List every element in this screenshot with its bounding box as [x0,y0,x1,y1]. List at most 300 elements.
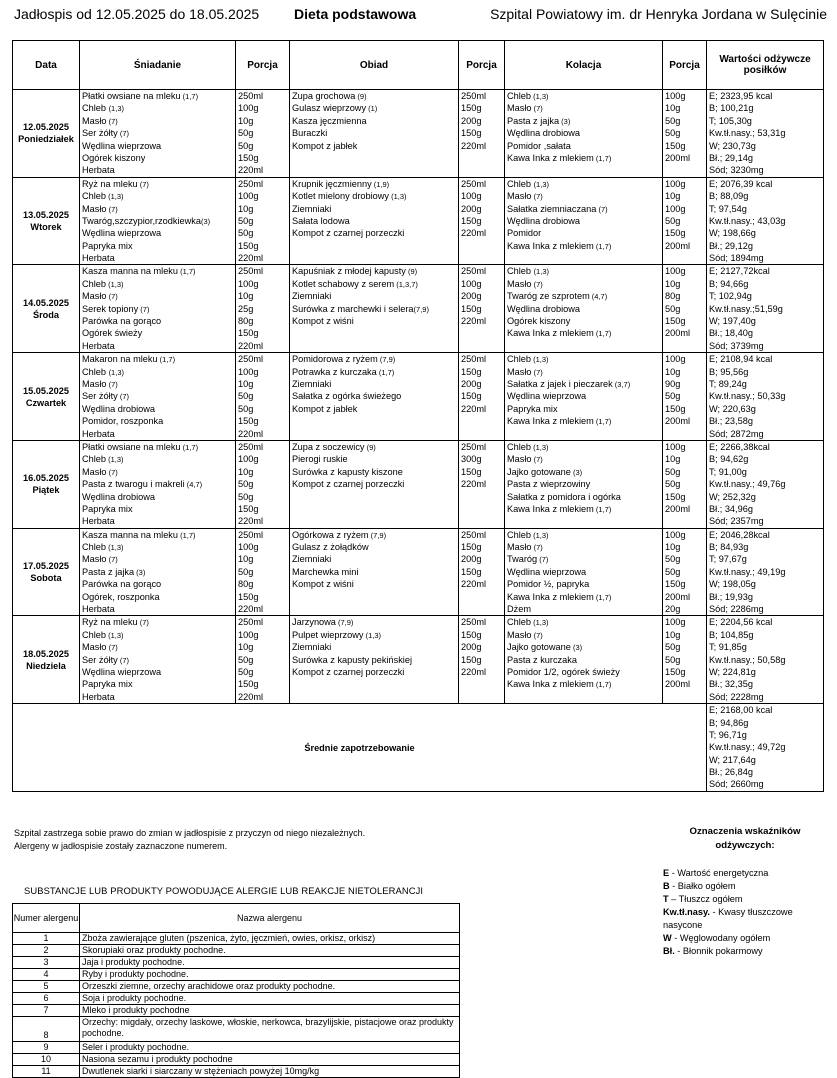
allergen-code: (7) [137,618,149,628]
breakfast-item [82,666,233,678]
nutrition-value: E; 2266,38kcal [709,441,770,452]
breakfast-item [82,340,233,352]
allergen-code: (1,7) [593,417,612,427]
breakfast-item-name: Chleb [82,454,107,465]
dinner-cell [505,440,663,528]
nutrition-value: T; 91,00g [709,466,747,477]
allergen-code: (1,3) [106,455,124,465]
lunch-item-name: Kompot z wiśni [292,579,354,590]
lunch-item-name: Kasza jęczmienna [292,115,367,126]
lunch-cell [290,528,459,616]
allergen-number: 6 [13,993,80,1005]
portion: 300g [461,454,482,465]
nutrition-value: B; 94,86g [709,717,749,728]
allergen-code: (7) [106,467,118,477]
dinner-item [507,90,660,102]
portion: 100g [665,529,686,540]
portion: 200ml [665,591,691,602]
nutrition-value: Kw.tł.nasy.;51,59g [709,303,783,314]
menu-notes [14,827,365,853]
lunch-item-name: Kotlet mielony drobiowy [292,191,390,202]
dinner-cell [505,353,663,441]
portion: 10g [665,278,681,289]
portion: 150g [461,566,482,577]
diet-name: Dieta podstawowa [294,6,417,22]
nutrition-value: T; 91,85g [709,642,747,653]
legend-item [663,880,831,893]
nutrition-value: Bł.; 26,84g [709,767,753,778]
day-row [13,177,824,265]
portion: 150g [665,403,686,414]
allergen-code: (3) [559,116,571,126]
dinner-item [507,678,660,690]
col-header-date: Data [13,41,80,90]
lunch-item-name: Ziemniaki [292,554,332,565]
lunch-item-name: Pierogi ruskie [292,454,348,465]
portion: 80g [238,316,254,327]
nutrition-value: T; 96,71g [709,729,747,740]
legend-item [663,932,831,945]
breakfast-item [82,415,233,427]
allergen-row [13,1005,460,1017]
portion-cell [663,265,707,353]
breakfast-item [82,127,233,139]
lunch-item [292,378,456,390]
breakfast-item-name: Pasta z twarogu i makreli [82,479,185,490]
portion: 150g [461,654,482,665]
legend-text: - Białko ogółem [669,881,736,891]
day-date-cell [13,177,80,265]
dinner-item-name: Kawa Inka z mlekiem [507,328,594,339]
col-header-allergen-number: Numer alergenu [13,904,80,933]
breakfast-item [82,428,233,440]
lunch-item [292,303,456,315]
portion: 250ml [461,354,487,365]
breakfast-item [82,515,233,527]
average-label: Średnie zapotrzebowanie [13,704,707,792]
day-date: 13.05.2025 [23,210,69,221]
lunch-item-name: Kompot z wiśni [292,316,354,327]
allergen-code: (1,3) [531,618,549,628]
breakfast-item-name: Ogórek świeży [82,328,143,339]
breakfast-item-name: Ryż na mleku [82,617,138,628]
dinner-item [507,453,660,465]
portion-cell [663,528,707,616]
portion: 50g [238,391,254,402]
breakfast-item-name: Wędlina wieprzowa [82,666,162,677]
lunch-cell [290,177,459,265]
hospital-name: Szpital Powiatowy im. dr Henryka Jordana w Sulęcinie [490,6,827,22]
breakfast-item [82,541,233,553]
lunch-item [292,578,456,590]
allergen-code: (7) [138,304,150,314]
portion: 10g [665,542,681,553]
lunch-item [292,629,456,641]
portion: 10g [665,191,681,202]
breakfast-item-name: Herbata [82,340,115,351]
portion: 250ml [461,441,487,452]
portion: 150g [665,228,686,239]
day-row [13,90,824,178]
allergen-code: (7) [117,129,129,139]
dinner-item-name: Kawa Inka z mlekiem [507,240,594,251]
allergen-code: (9) [355,92,367,101]
portion: 250ml [461,178,487,189]
nutrition-value: T; 105,30g [709,115,752,126]
day-date-cell [13,440,80,528]
nutrition-value: W; 230,73g [709,140,756,151]
breakfast-item [82,629,233,641]
allergen-number: 10 [13,1054,80,1066]
allergen-code: (7) [531,455,543,465]
nutrition-value-cell [707,90,824,178]
legend-key: B [663,881,670,891]
portion: 150g [238,152,259,163]
lunch-item [292,290,456,302]
nutrition-value: E; 2127,72kcal [709,266,770,277]
col-header-allergen-name: Nazwa alergenu [80,904,460,933]
dinner-item-name: Twaróg ze szprotem [507,291,590,302]
breakfast-item [82,315,233,327]
nutrition-value: E; 2168,00 kcal [709,705,773,716]
breakfast-item [82,616,233,628]
allergen-code: (7) [117,392,129,402]
breakfast-item [82,240,233,252]
portion: 220ml [461,579,487,590]
allergen-code: (7) [106,116,118,126]
portion: 150g [461,629,482,640]
dinner-item [507,616,660,628]
portion: 50g [665,115,681,126]
dinner-item [507,629,660,641]
allergen-number: 3 [13,957,80,969]
allergen-code: (7) [137,179,149,189]
portion-cell [236,616,290,704]
allergen-row [13,1017,460,1042]
breakfast-item-name: Wędlina wieprzowa [82,228,162,239]
dinner-item-name: Sałatka z jajek i pieczarek [507,378,613,389]
portion: 50g [665,642,681,653]
col-header-nutrition: Wartości odżywcze posiłków [707,41,824,90]
allergen-number: 4 [13,969,80,981]
portion: 150g [238,591,259,602]
portion: 10g [238,203,254,214]
breakfast-item [82,353,233,365]
portion: 200g [461,378,482,389]
breakfast-item-name: Ryż na mleku [82,178,138,189]
allergen-code: (1,3) [108,367,124,377]
portion: 200g [461,642,482,653]
portion: 50g [238,215,254,226]
lunch-item-name: Kompot z czarnej porzeczki [292,479,405,490]
portion: 150g [238,240,259,251]
nutrition-value: W; 220,63g [709,403,756,414]
dinner-item-name: Kawa Inka z mlekiem [507,591,594,602]
legend-text: - Błonnik pokarmowy [674,946,763,956]
nutrition-value-cell [707,177,824,265]
nutrition-value: Kw.tł.nasy.; 43,03g [709,215,786,226]
breakfast-item [82,441,233,453]
lunch-item [292,566,456,578]
dinner-item-name: Wędlina wieprzowa [507,566,587,577]
lunch-item [292,227,456,239]
nutrition-value: T; 89,24g [709,378,747,389]
dinner-item [507,140,660,152]
portion: 220ml [238,604,264,615]
portion: 150g [238,679,259,690]
breakfast-item-name: Wędlina wieprzowa [82,140,162,151]
breakfast-cell [80,90,236,178]
dinner-item-name: Chleb [507,441,532,452]
day-weekday: Piątek [32,485,60,496]
allergen-code: (7) [106,555,118,565]
dinner-item-name: Chleb [507,178,534,189]
lunch-item [292,265,456,277]
portion: 150g [461,303,482,314]
allergen-row [13,969,460,981]
nutrition-value: W; 198,66g [709,228,756,239]
lunch-item-name: Ogórkowa z ryżem [292,529,369,540]
breakfast-item [82,466,233,478]
dinner-item [507,127,660,139]
breakfast-item [82,378,233,390]
dinner-item [507,566,660,578]
breakfast-item [82,453,233,465]
nutrition-value: Bł.; 34,96g [709,503,753,514]
breakfast-item [82,215,233,227]
dinner-cell [505,616,663,704]
breakfast-item-name: Chleb [82,278,107,289]
day-date: 17.05.2025 [23,561,69,572]
lunch-item-name: Kompot z czarnej porzeczki [292,666,405,677]
allergen-code: (1,7) [178,267,196,277]
allergen-row [13,993,460,1005]
dinner-item [507,403,660,415]
lunch-item [292,453,456,465]
portion: 200ml [665,679,691,690]
dinner-item [507,666,660,678]
dinner-item-name: Wędlina drobiowa [507,215,581,226]
portion: 100g [665,354,686,365]
allergen-code: (1,3) [106,543,124,553]
lunch-item-name: Ziemniaki [292,378,332,389]
breakfast-cell [80,353,236,441]
breakfast-item-name: Ogórek kiszony [82,152,146,163]
dinner-item-name: Masło [507,542,532,553]
allergens-table [12,903,460,1078]
dinner-item [507,190,660,202]
nutrition-value: Bł.; 19,93g [709,591,753,602]
allergen-code: (1,7) [157,355,176,365]
breakfast-item-name: Chleb [82,103,109,114]
dinner-item [507,353,660,365]
day-weekday: Niedziela [26,660,66,671]
lunch-item [292,215,456,227]
breakfast-cell [80,440,236,528]
day-date: 15.05.2025 [23,385,69,396]
allergen-row [13,1054,460,1066]
portion-cell [663,440,707,528]
portion: 10g [238,642,254,653]
breakfast-item [82,529,233,541]
lunch-item-name: Kapuśniak z młodej kapusty [292,266,406,277]
portion-cell [459,528,505,616]
breakfast-item [82,190,233,202]
breakfast-item [82,553,233,565]
allergen-code: (7) [106,643,118,653]
lunch-item [292,315,456,327]
breakfast-item-name: Masło [82,203,107,214]
allergen-code: (1,7) [178,530,196,540]
portion: 50g [238,228,254,239]
dinner-item [507,215,660,227]
allergen-code: (7) [117,655,129,665]
portion-cell [459,353,505,441]
allergen-code: (1,7) [593,153,612,163]
allergen-code: (7) [596,204,608,214]
day-date-cell [13,353,80,441]
breakfast-item-name: Herbata [82,253,115,264]
allergen-number: 9 [13,1042,80,1054]
lunch-item-name: Marchewka mini [292,566,359,577]
day-date-cell [13,616,80,704]
breakfast-item-name: Makaron na mleku [82,354,158,365]
breakfast-item-name: Ogórek, roszponka [82,591,160,602]
breakfast-item-name: Serek topiony [82,303,139,314]
allergen-code: (7) [106,379,118,389]
portion: 10g [665,454,681,465]
allergen-code: (1,7) [593,329,612,339]
allergen-code: (1,3) [106,630,124,640]
breakfast-item [82,654,233,666]
allergen-code: (7) [531,543,543,553]
portion: 200g [461,554,482,565]
lunch-item-name: Surówka z marchewki i selera [292,303,414,314]
lunch-item [292,90,456,102]
portion-cell [459,440,505,528]
allergen-code: (3) [570,467,583,477]
allergens-title: SUBSTANCJE LUB PRODUKTY POWODUJĄCE ALERGIE LUB REAKCJE NIETOLERANCJI [24,885,424,896]
dinner-item [507,327,660,339]
lunch-item [292,666,456,678]
dinner-item-name: Chleb [507,354,532,365]
lunch-item-name: Kompot z jabłek [292,140,358,151]
breakfast-item-name: Masło [82,378,107,389]
breakfast-item-name: Płatki owsiane na mleku [82,441,181,452]
dinner-item-name: Wędlina drobiowa [507,303,581,314]
portion: 150g [461,103,482,114]
portion: 220ml [461,403,487,414]
day-weekday: Poniedziałek [18,134,74,145]
portion: 250ml [238,617,264,628]
allergen-code: (7) [531,279,543,289]
portion: 150g [461,542,482,553]
breakfast-item-name: Wędlina drobiowa [82,403,156,414]
lunch-item [292,553,456,565]
legend-item [663,893,831,906]
nutrition-value: Bł.; 18,40g [709,328,753,339]
portion: 200g [461,203,482,214]
portion: 50g [238,566,254,577]
portion: 100g [665,91,686,101]
breakfast-item-name: Papryka mix [82,503,133,514]
portion: 50g [665,479,681,490]
dinner-item-name: Masło [507,629,532,640]
legend-text: – Tłuszcz ogółem [668,894,743,904]
lunch-item [292,541,456,553]
portion: 100g [461,191,482,202]
dinner-item-name: Pomidor 1/2, ogórek świeży [507,666,620,677]
portion: 150g [461,366,482,377]
dinner-item-name: Pomidor [507,228,542,239]
nutrition-value: Sód; 2872mg [709,428,764,439]
lunch-cell [290,440,459,528]
allergen-code: (1,7) [593,241,612,251]
col-header-breakfast: Śniadanie [80,41,236,90]
lunch-item [292,366,456,378]
portion: 10g [238,554,254,565]
dinner-item-name: Chleb [507,91,532,101]
col-header-dinner: Kolacja [505,41,663,90]
breakfast-item [82,265,233,277]
breakfast-item [82,164,233,176]
portion: 220ml [238,340,264,351]
nutrition-value: Sód; 2228mg [709,691,764,702]
lunch-item-name: Gulasz wieprzowy [292,103,367,114]
portion: 220ml [461,140,487,151]
lunch-item-name: Zupa z soczewicy [292,441,365,452]
legend-key: Kw.tł.nasy. [663,907,710,917]
lunch-item [292,278,456,290]
breakfast-item [82,227,233,239]
portion-cell [459,177,505,265]
allergen-code: (1,7) [180,442,199,452]
dinner-item-name: Chleb [507,529,532,540]
lunch-item [292,140,456,152]
legend-key: Bł. [663,946,675,956]
day-row [13,440,824,528]
dinner-item [507,315,660,327]
page-header [14,6,827,26]
allergen-code: (3) [570,643,583,653]
portion: 250ml [238,354,264,365]
portion: 10g [238,466,254,477]
menu-date-range: Jadłospis od 12.05.2025 do 18.05.2025 [14,6,260,22]
portion-cell [663,353,707,441]
portion: 250ml [461,91,487,101]
nutrition-value: Sód; 2660mg [709,779,764,790]
nutrition-value: Sód; 3230mg [709,165,764,176]
portion: 10g [665,629,681,640]
lunch-item-name: Kompot z czarnej porzeczki [292,228,405,239]
portion: 250ml [238,91,264,101]
dinner-cell [505,90,663,178]
dinner-item-name: Chleb [507,617,532,628]
breakfast-item-name: Wędlina drobiowa [82,491,156,502]
portion: 100g [238,278,259,289]
portion: 100g [238,366,259,377]
nutrition-value: Bł.; 23,58g [709,416,753,427]
breakfast-item-name: Herbata [82,165,115,176]
breakfast-cell [80,265,236,353]
portion: 250ml [238,441,264,452]
lunch-item [292,203,456,215]
nutrition-value-cell [707,528,824,616]
nutrition-value: B; 94,66g [709,278,749,289]
allergen-name: Zboża zawierające gluten (pszenica, żyto, jęczmień, owies, orkisz, orkisz) [80,933,460,945]
lunch-item [292,529,456,541]
nutrition-value-cell [707,353,824,441]
